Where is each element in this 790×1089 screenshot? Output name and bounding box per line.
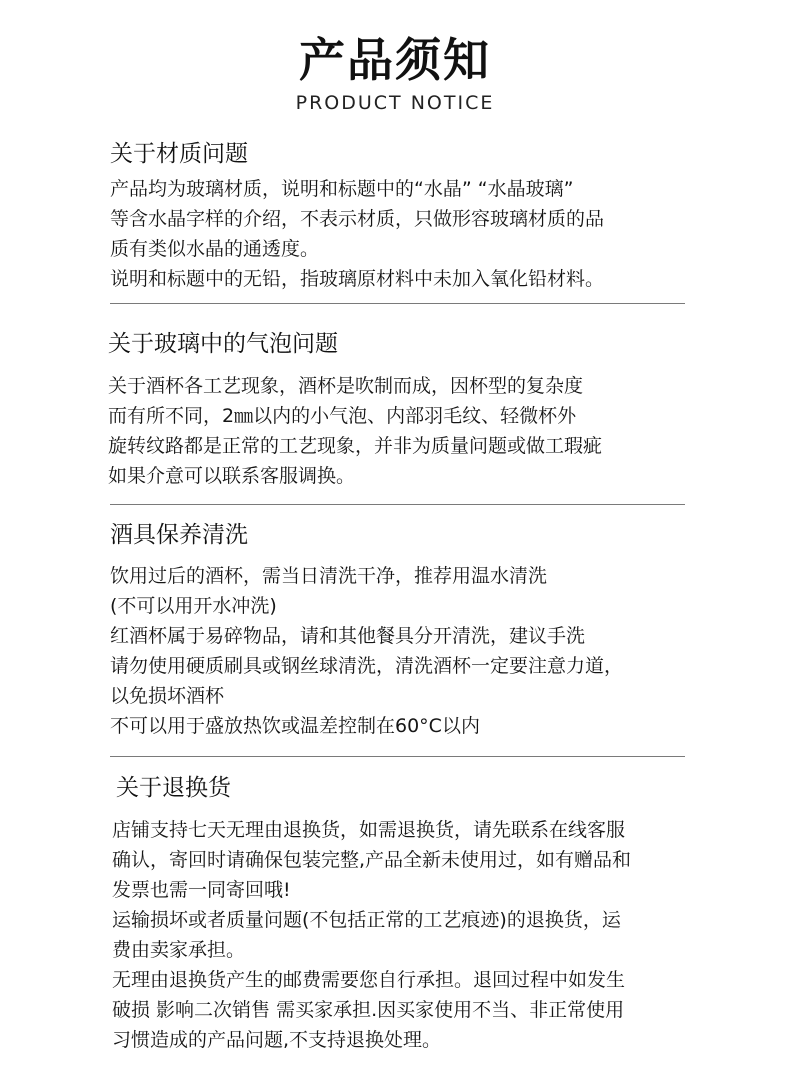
body-line: 发票也需一同寄回哦! xyxy=(112,879,291,901)
section-body-care xyxy=(110,561,623,741)
section-divider xyxy=(110,504,685,505)
section-body-returns xyxy=(112,815,631,1055)
page-title: 产品须知 xyxy=(299,33,491,87)
body-line: 以免损坏酒杯 xyxy=(110,685,225,707)
section-heading-care: 酒具保养清洗 xyxy=(110,522,248,548)
body-line: 运输损坏或者质量问题(不包括正常的工艺痕迹)的退换货，运 xyxy=(112,909,621,931)
section-divider xyxy=(110,756,685,757)
section-heading-bubbles: 关于玻璃中的气泡问题 xyxy=(108,331,338,357)
body-line: 产品均为玻璃材质，说明和标题中的“水晶” “水晶玻璃” xyxy=(110,178,574,200)
body-line: 而有所不同，2㎜以内的小气泡、内部羽毛纹、轻微杯外 xyxy=(108,405,577,427)
body-line: 费由卖家承担。 xyxy=(112,939,246,961)
page-subtitle: PRODUCT NOTICE xyxy=(295,92,495,114)
body-line: 破损 影响二次销售 需买家承担.因买家使用不当、非正常使用 xyxy=(112,999,625,1021)
section-heading-material: 关于材质问题 xyxy=(110,141,248,167)
body-line: (不可以用开水冲洗) xyxy=(110,595,277,617)
body-line: 等含水晶字样的介绍，不表示材质，只做形容玻璃材质的品 xyxy=(110,208,605,230)
body-line: 如果介意可以联系客服调换。 xyxy=(108,465,356,487)
body-line: 旋转纹路都是正常的工艺现象，并非为质量问题或做工瑕疵 xyxy=(108,435,603,457)
section-body-bubbles xyxy=(108,371,602,491)
body-line: 习惯造成的产品问题,不支持退换处理。 xyxy=(112,1029,442,1051)
body-line: 质有类似水晶的通透度。 xyxy=(110,238,320,260)
body-line: 确认，寄回时请确保包装完整,产品全新未使用过，如有赠品和 xyxy=(112,849,632,871)
body-line: 说明和标题中的无铅，指玻璃原材料中未加入氧化铅材料。 xyxy=(110,268,605,290)
body-line: 请勿使用硬质刷具或钢丝球清洗，清洗酒杯一定要注意力道， xyxy=(110,655,624,677)
body-line: 店铺支持七天无理由退换货，如需退换货，请先联系在线客服 xyxy=(112,819,626,841)
body-line: 不可以用于盛放热饮或温差控制在60°C以内 xyxy=(110,715,480,737)
section-divider xyxy=(110,303,685,304)
body-line: 无理由退换货产生的邮费需要您自行承担。退回过程中如发生 xyxy=(112,969,626,991)
body-line: 红酒杯属于易碎物品，请和其他餐具分开清洗，建议手洗 xyxy=(110,625,586,647)
section-body-material xyxy=(110,174,604,294)
section-heading-returns: 关于退换货 xyxy=(116,775,231,801)
body-line: 饮用过后的酒杯，需当日清洗干净，推荐用温水清洗 xyxy=(110,565,548,587)
body-line: 关于酒杯各工艺现象，酒杯是吹制而成，因杯型的复杂度 xyxy=(108,375,584,397)
